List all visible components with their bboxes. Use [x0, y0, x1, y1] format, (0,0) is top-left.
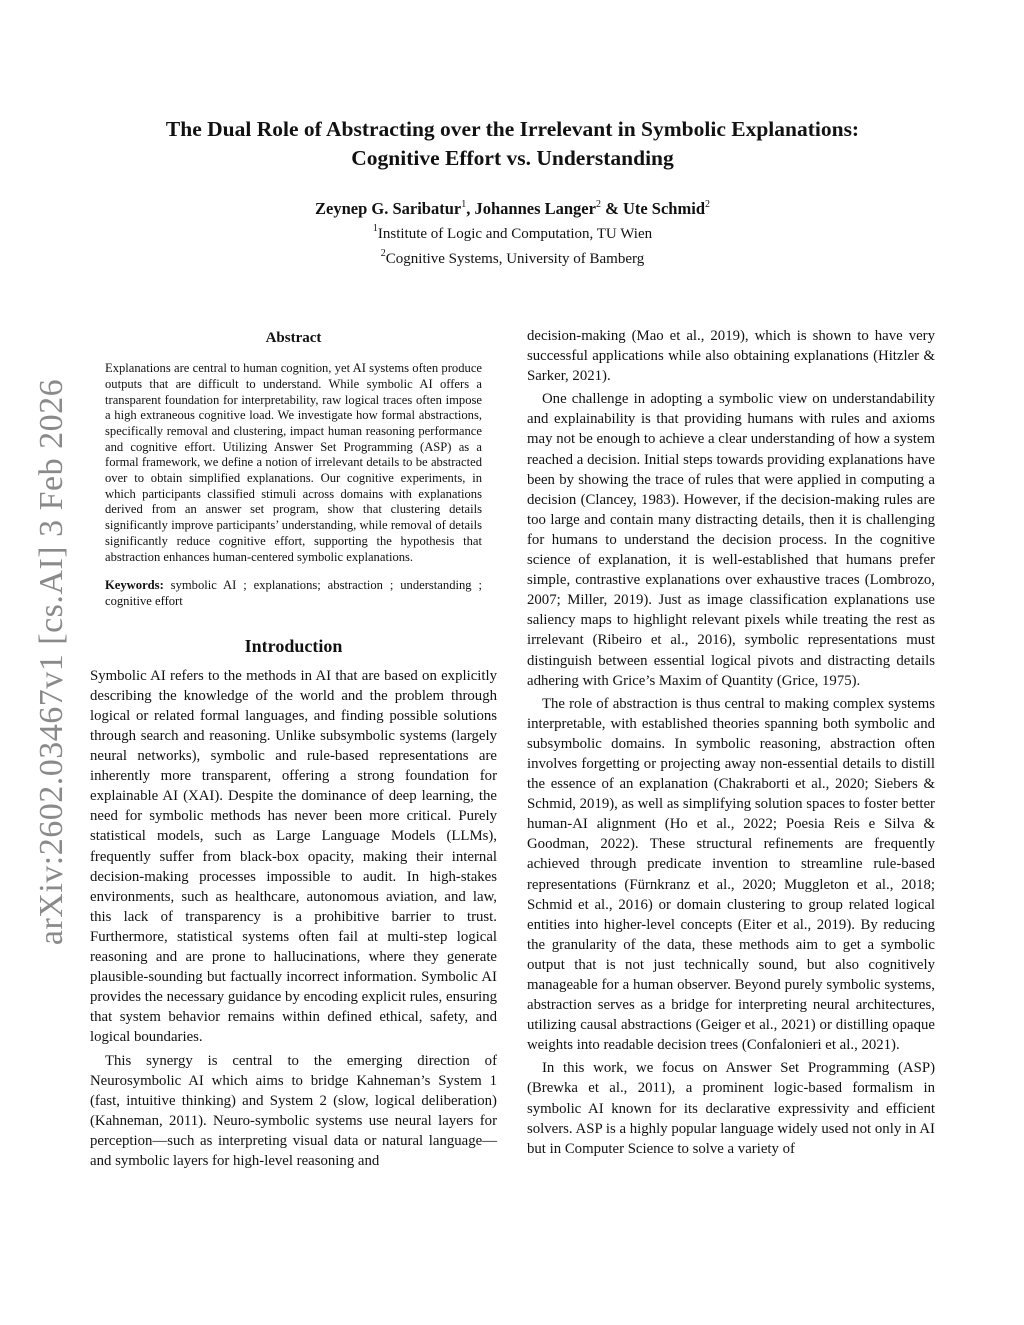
author-3-affil-mark: 2	[705, 199, 710, 210]
intro-paragraph-2: This synergy is central to the emerging direction of Neurosymbolic AI which aims to bridge Kahneman’s System 1 (fast, intuitive thinking) and System 2 (slow, logical deliberation) (Kahneman, 2011). Neuro-symbolic systems use neural layers for perception—such as interpreting visual data or natural language—and symbolic layers for high-level reasoning and	[90, 1052, 497, 1169]
left-column	[90, 322, 497, 1174]
affiliation-2-mark: 2	[380, 248, 386, 259]
paper-title	[90, 115, 935, 173]
right-column	[527, 326, 935, 1162]
author-1-affil-mark: 1	[461, 199, 467, 210]
intro-paragraph-4: The role of abstraction is thus central to making complex systems interpretable, with established theories spanning both symbolic and subsymbolic domains. In symbolic reasoning, abstraction often involves forgetting or projecting away non-essential details to distill the essence of an explanation (Chakraborti et al., 2020; Siebers & Schmid, 2019), as well as simplifying solution spaces to foster better human-AI alignment (Ho et al., 2022; Poesia Reis e Silva & Goodman, 2022). These structural refinements are frequently achieved through predicate invention to streamline rule-based representations (Fürnkranz et al., 2020; Muggleton et al., 2018; Schmid et al., 2016) or domain clustering to group related logical entities into higher-level concepts (Eiter et al., 2019). By reducing the granularity of the data, these methods aim to get a symbolic output that is not just technically sound, but also cognitively manageable for a human observer. Beyond purely symbolic systems, abstraction serves as a bridge for interpreting neural architectures, utilizing causal abstractions (Geiger et al., 2021) or distilling opaque weights into readable decision trees (Confalonieri et al., 2021).	[527, 695, 935, 1054]
intro-paragraph-2-continued: decision-making (Mao et al., 2019), which is shown to have very successful applications while also obtaining explanations (Hitzler & Sarker, 2021).	[527, 328, 935, 385]
affiliation-2-text: Cognitive Systems, University of Bamberg	[385, 251, 645, 267]
author-2-affil-mark: 2	[595, 199, 601, 210]
author-separator: &	[600, 199, 623, 218]
abstract-heading: Abstract	[265, 330, 322, 346]
intro-paragraph-3: One challenge in adopting a symbolic view on understandability and explainability is that providing humans with rules and axioms may not be enough to achieve a clear understanding of how a system reached a decision. Initial steps towards providing explanations have been by showing the trace of rules that were applied in computing a decision (Clancey, 1983). However, if the decision-making rules are too large and contain many distracting details, then it is challenging for humans to understand the decision process. In the cognitive science of explanation, it is well-established that humans prefer simple, contrastive explanations over exhaustive traces (Lombrozo, 2007; Miller, 2019). Just as image classification explanations use saliency maps to highlight relevant pixels while treating the rest as irrelevant (Ribeiro et al., 2016), symbolic representations must distinguish between essential logical pivots and distracting details adhering with Grice’s Maxim of Quantity (Grice, 1975).	[527, 391, 935, 689]
affiliation-2	[90, 244, 935, 269]
arxiv-identifier: arXiv:2602.03467v1 [cs.AI] 3 Feb 2026	[33, 378, 70, 946]
title-line-1: The Dual Role of Abstracting over the Irrelevant in Symbolic Explanations:	[165, 117, 860, 141]
affiliation-1	[90, 219, 935, 244]
author-list	[90, 195, 935, 219]
abstract-section	[90, 328, 497, 610]
introduction-heading: Introduction	[244, 635, 343, 656]
title-block	[90, 115, 935, 269]
author-3: Ute Schmid	[622, 199, 705, 218]
intro-paragraph-1: Symbolic AI refers to the methods in AI that are based on explicitly describing the knowledge of the world and the problem through logical or related formal languages, and finding possible solutions through search and reasoning. Unlike subsymbolic systems (largely neural networks), symbolic and rule-based representations are inherently more transparent, offering a strong foundation for explainable AI (XAI). Despite the dominance of deep learning, the need for symbolic methods has never been more critical. Purely statistical models, such as Large Language Models (LLMs), frequently suffer from black-box opacity, making their internal decision-making processes impossible to audit. In high-stakes environments, such as healthcare, autonomous aviation, and law, this lack of transparency is a prohibitive barrier to trust. Furthermore, statistical systems often fail at multi-step logical reasoning and are prone to hallucinations, where they generate plausible-sounding but factually incorrect information. Symbolic AI provides the necessary guidance by encoding explicit rules, ensuring that system behavior remains within defined ethical, safety, and logical boundaries.	[90, 667, 497, 1046]
keywords	[105, 578, 482, 609]
author-2: Johannes Langer	[474, 199, 596, 218]
keywords-text: symbolic AI ; explanations; abstraction ; understanding ; cognitive effort	[105, 578, 482, 608]
title-line-2: Cognitive Effort vs. Understanding	[351, 146, 674, 170]
affiliation-1-mark: 1	[372, 223, 378, 234]
author-separator: ,	[466, 199, 475, 218]
abstract-text: Explanations are central to human cognition, yet AI systems often produce outputs that are difficult to understand. While symbolic AI offers a transparent foundation for interpretability, raw logical traces often impose a high extraneous cognitive load. We investigate how formal abstractions, specifically removal and clustering, impact human reasoning performance and cognitive effort. Utilizing Answer Set Programming (ASP) as a formal framework, we define a notion of irrelevant details to be abstracted over to obtain simplified explanations. Our cognitive experiments, in which participants classified stimuli across domains with explanations derived from an answer set program, show that clustering details significantly improve participants’ understanding, while removal of details significantly reduce cognitive effort, supporting the hypothesis that abstraction enhances human-centered symbolic explanations.	[105, 361, 482, 564]
intro-paragraph-5: In this work, we focus on Answer Set Programming (ASP) (Brewka et al., 2011), a prominent logic-based formalism in symbolic AI known for its declarative expressivity and efficient solvers. ASP is a highly popular language widely used not only in AI but in Computer Science to solve a variety of	[527, 1060, 935, 1157]
keywords-label: Keywords:	[105, 578, 164, 593]
author-1: Zeynep G. Saribatur	[314, 199, 462, 218]
affiliation-1-text: Institute of Logic and Computation, TU Wien	[377, 226, 653, 242]
